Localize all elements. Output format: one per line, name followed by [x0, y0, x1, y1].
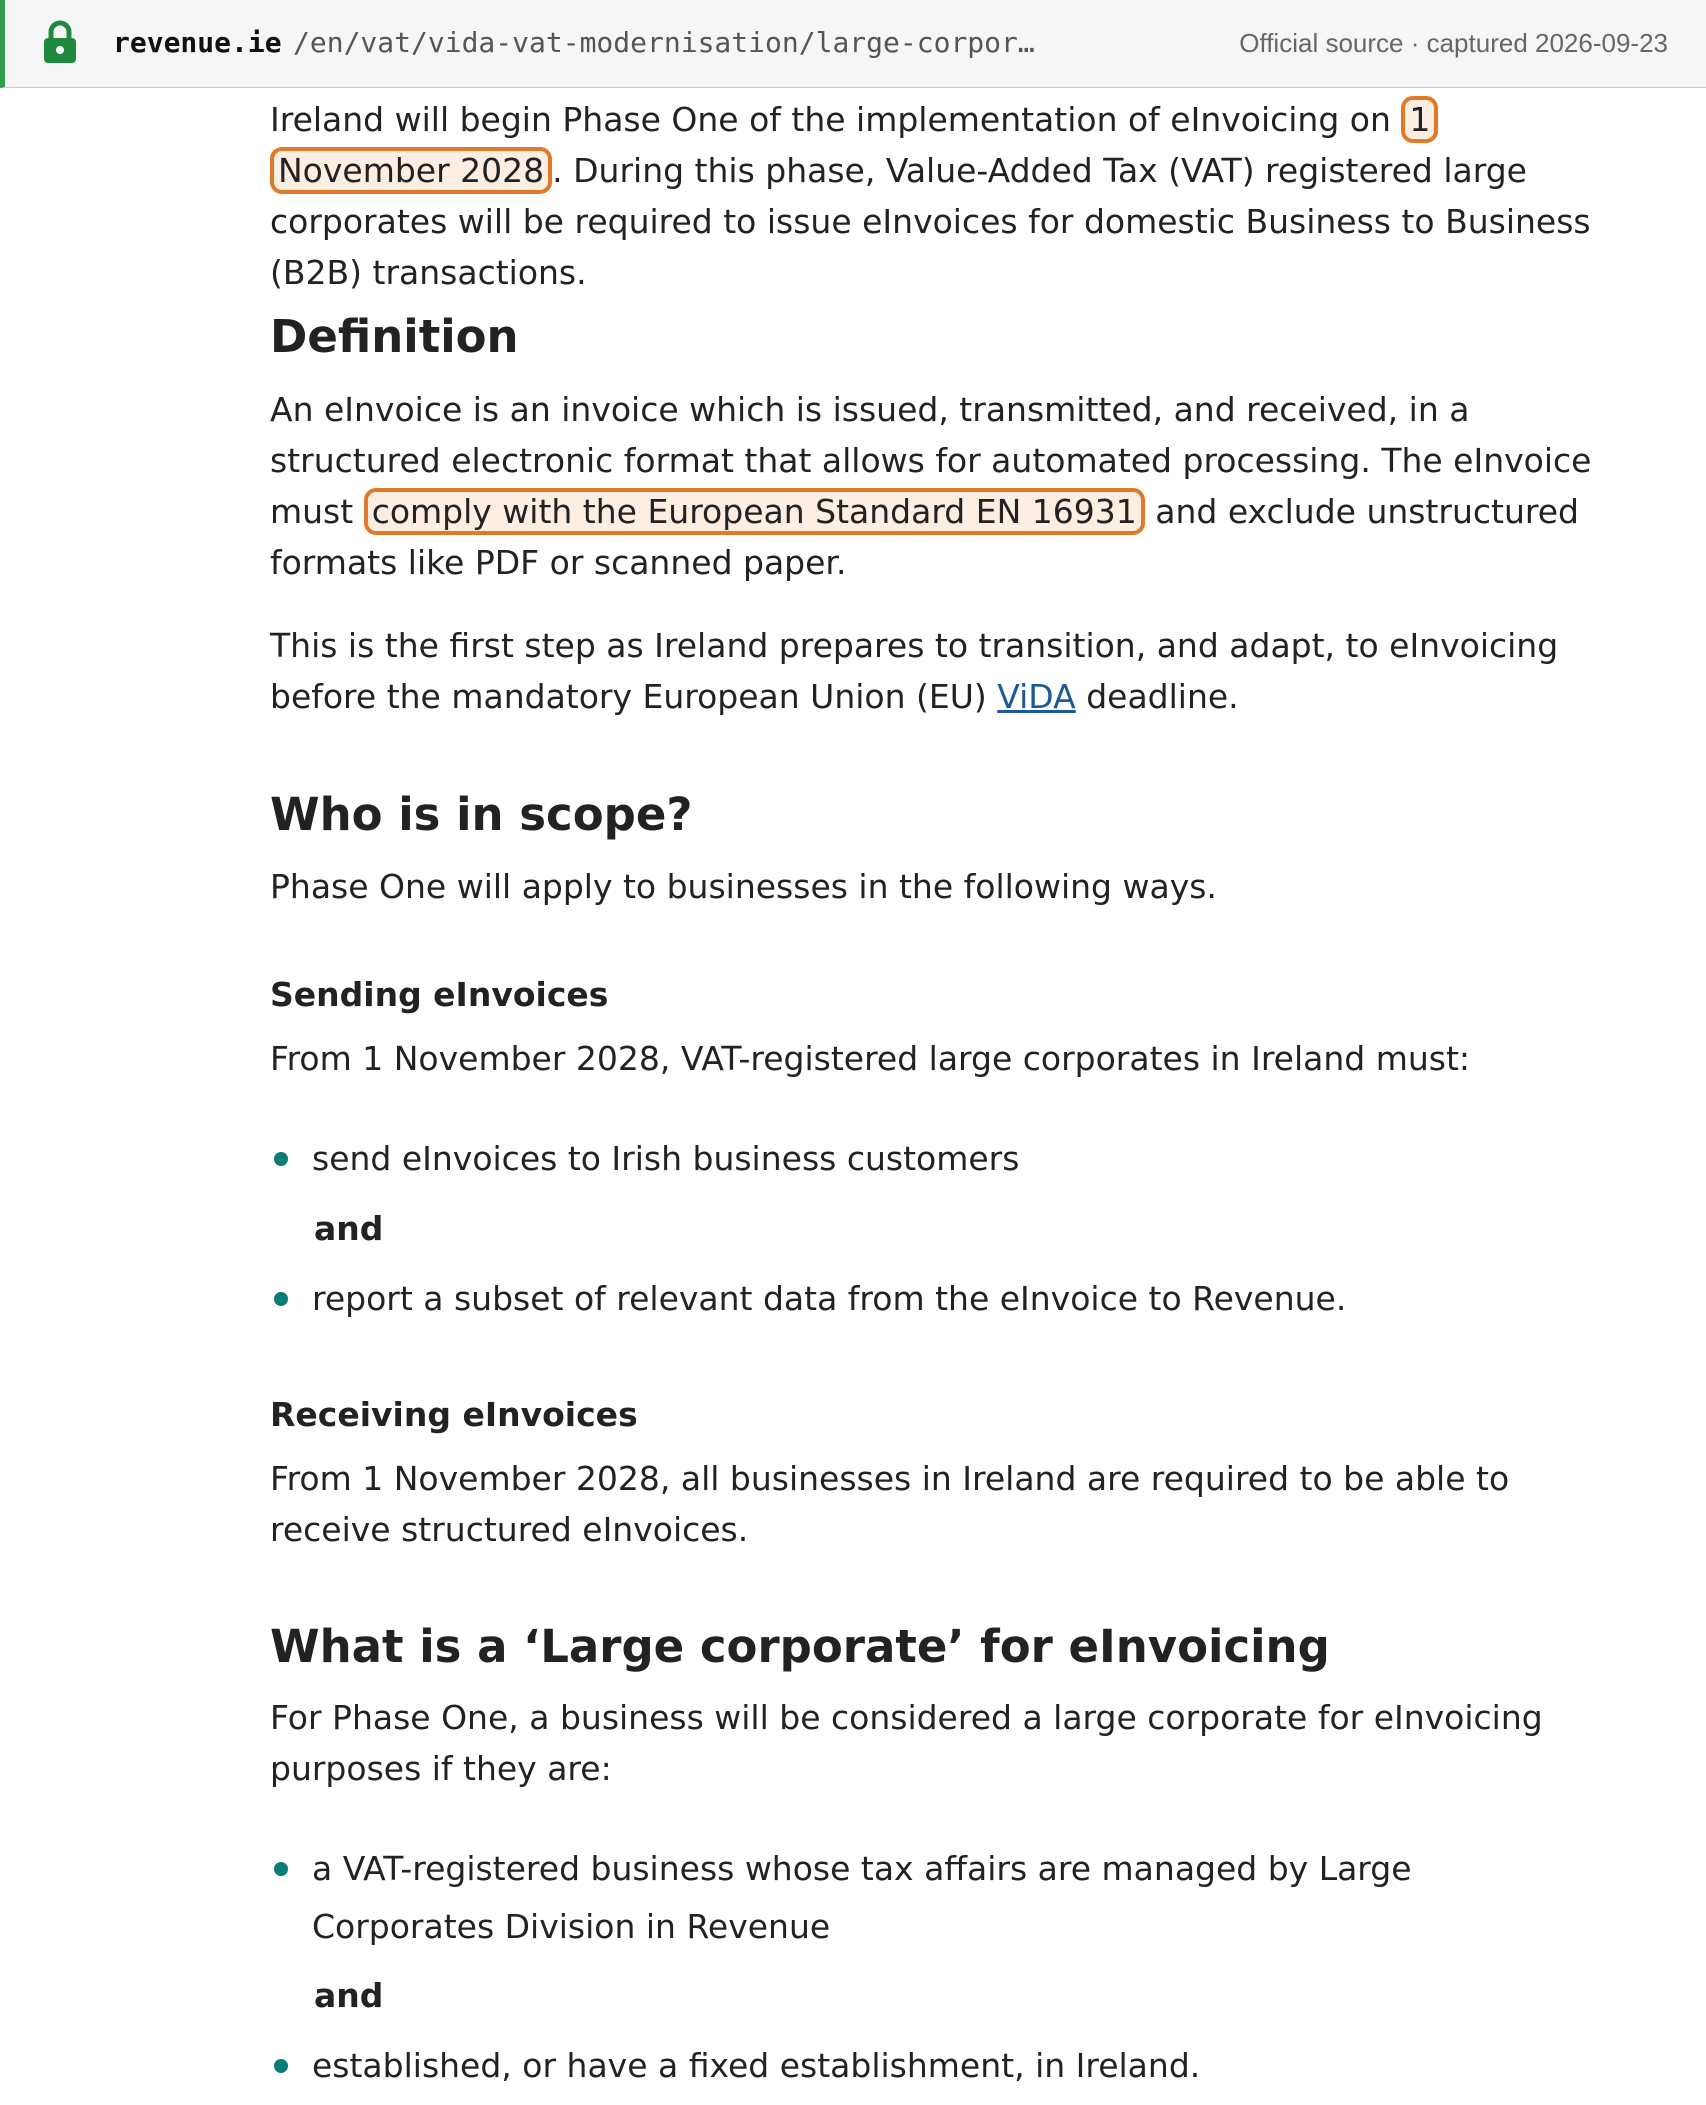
list-bullet [274, 1862, 288, 1876]
heading-large-corporate: What is a ‘Large corporate’ for eInvoicing [270, 1620, 1330, 1673]
vida-link[interactable]: ViDA [997, 677, 1076, 716]
intro-text-before: Ireland will begin Phase One of the implementation of eInvoicing on [270, 100, 1402, 139]
lock-icon [43, 20, 77, 64]
receiving-text: From 1 November 2028, all businesses in Ireland are required to be able to receive structured eInvoices. [270, 1459, 1510, 1549]
url-domain[interactable]: revenue.ie [113, 26, 282, 59]
heading-definition: Definition [270, 310, 519, 363]
vida-paragraph [270, 620, 1610, 722]
list-bullet [274, 1152, 288, 1166]
vida-text-after: deadline. [1075, 677, 1239, 716]
intro-text-after: . During this phase, Value-Added Tax (VAT) registered large corporates will be required to issue eInvoices for domestic Business to Business (B2B) transactions. [270, 151, 1591, 292]
sending-intro: From 1 November 2028, VAT-registered large corporates in Ireland must: [270, 1039, 1471, 1078]
definition-text-after: and exclude unstructured formats like PDF or scanned paper. [270, 492, 1579, 582]
heading-scope: Who is in scope? [270, 788, 693, 841]
large-corporate-intro: For Phase One, a business will be considered a large corporate for eInvoicing purposes if they are: [270, 1698, 1543, 1788]
and-label: and [314, 1976, 384, 2015]
url-path[interactable]: /en/vat/vida-vat-modernisation/large-corpor… [293, 26, 1035, 59]
large-corporate-item-2: established, or have a fixed establishment, in Ireland. [312, 2046, 1201, 2085]
list-bullet [274, 2059, 288, 2073]
scope-intro: Phase One will apply to businesses in the following ways. [270, 867, 1217, 906]
highlight-date: 1 November 2028 [270, 96, 1438, 194]
definition-text-before: An eInvoice is an invoice which is issued, transmitted, and received, in a structured electronic format that allows for automated processing. The eInvoice must [270, 390, 1592, 531]
intro-paragraph [270, 94, 1610, 298]
heading-sending: Sending eInvoices [270, 975, 609, 1014]
sending-item-1: send eInvoices to Irish business customers [312, 1139, 1020, 1178]
large-corporate-item-1: a VAT-registered business whose tax affairs are managed by Large Corporates Division in Revenue [312, 1849, 1412, 1946]
heading-receiving: Receiving eInvoices [270, 1395, 638, 1434]
highlight-standard: comply with the European Standard EN 16931 [364, 488, 1145, 535]
source-note: Official source · captured 2026-09-23 [1239, 28, 1668, 58]
definition-paragraph [270, 384, 1610, 588]
and-label: and [314, 1209, 384, 1248]
sending-item-2: report a subset of relevant data from the eInvoice to Revenue. [312, 1279, 1347, 1318]
list-bullet [274, 1292, 288, 1306]
vida-text-before: This is the first step as Ireland prepares to transition, and adapt, to eInvoicing before the mandatory European Union (EU) [270, 626, 1559, 716]
browser-address-bar [0, 0, 1706, 88]
